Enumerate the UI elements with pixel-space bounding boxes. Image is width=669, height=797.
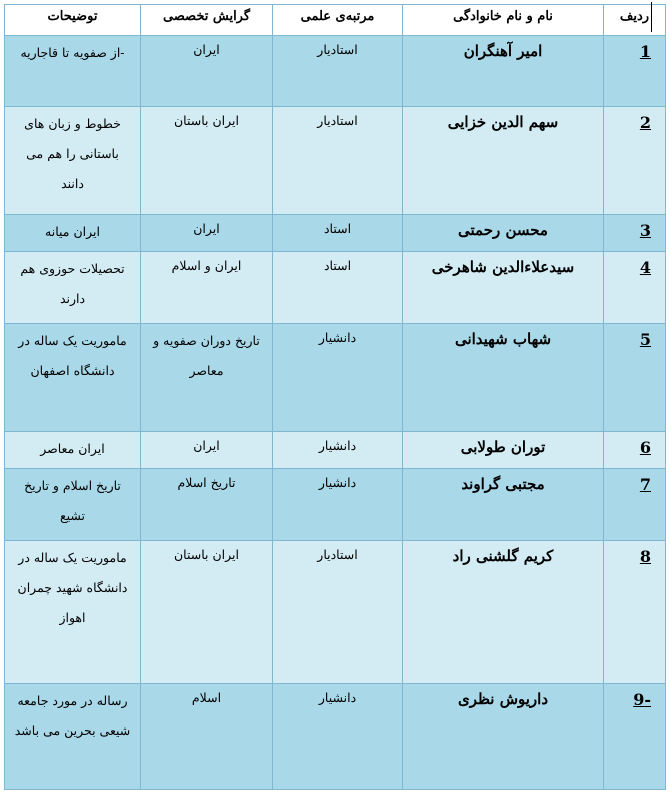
person-name: سهم الدین خزایی	[403, 107, 604, 215]
person-name: توران طولابی	[403, 432, 604, 469]
description: ماموریت یک ساله در دانشگاه اصفهان	[5, 324, 141, 432]
academic-rank: استاد	[273, 215, 403, 252]
description: ماموریت یک ساله در دانشگاه شهید چمران اهواز	[5, 541, 141, 684]
specialty-field: ایران	[141, 215, 273, 252]
person-name: داریوش نظری	[403, 684, 604, 790]
header-rank: مرتبه‌ی علمی	[273, 5, 403, 36]
row-number: 7	[604, 469, 666, 541]
table-row	[5, 469, 666, 541]
specialty-field: ایران	[141, 36, 273, 107]
table-row	[5, 36, 666, 107]
person-name: شهاب شهیدانی	[403, 324, 604, 432]
specialty-field: ایران و اسلام	[141, 252, 273, 324]
person-name: محسن رحمتی	[403, 215, 604, 252]
faculty-table	[4, 4, 666, 790]
academic-rank: دانشیار	[273, 684, 403, 790]
header-name: نام و نام خانوادگی	[403, 5, 604, 36]
description: رساله در مورد جامعه شیعی بحرین می باشد	[5, 684, 141, 790]
header-row	[5, 5, 666, 36]
row-number: 3	[604, 215, 666, 252]
table-row	[5, 684, 666, 790]
person-name: مجتبی گراوند	[403, 469, 604, 541]
specialty-field: اسلام	[141, 684, 273, 790]
header-description: توضیحات	[5, 5, 141, 36]
specialty-field: تاریخ دوران صفویه و معاصر	[141, 324, 273, 432]
specialty-field: ایران باستان	[141, 541, 273, 684]
header-row-number: ردیف	[604, 5, 666, 36]
academic-rank: استادیار	[273, 107, 403, 215]
row-number: -9	[604, 684, 666, 790]
table-row	[5, 107, 666, 215]
table-row	[5, 252, 666, 324]
table-row	[5, 432, 666, 469]
row-number: 5	[604, 324, 666, 432]
academic-rank: استادیار	[273, 541, 403, 684]
academic-rank: استاد	[273, 252, 403, 324]
row-number: 8	[604, 541, 666, 684]
academic-rank: دانشیار	[273, 324, 403, 432]
description: ایران معاصر	[5, 432, 141, 469]
row-number: 4	[604, 252, 666, 324]
specialty-field: ایران	[141, 432, 273, 469]
person-name: امیر آهنگران	[403, 36, 604, 107]
academic-rank: دانشیار	[273, 469, 403, 541]
header-field: گرایش تخصصی	[141, 5, 273, 36]
person-name: سیدعلاءالدین شاهرخی	[403, 252, 604, 324]
person-name: کریم گلشنی راد	[403, 541, 604, 684]
description: خطوط و زبان های باستانی را هم می دانند	[5, 107, 141, 215]
description: ایران میانه	[5, 215, 141, 252]
row-number: 1	[604, 36, 666, 107]
description: تحصیلات حوزوی هم دارند	[5, 252, 141, 324]
description: -از صفویه تا قاجاریه	[5, 36, 141, 107]
academic-rank: دانشیار	[273, 432, 403, 469]
description: تاریخ اسلام و تاریخ تشیع	[5, 469, 141, 541]
table-row	[5, 215, 666, 252]
specialty-field: ایران باستان	[141, 107, 273, 215]
academic-rank: استادیار	[273, 36, 403, 107]
text-cursor	[651, 2, 652, 32]
table-row	[5, 541, 666, 684]
specialty-field: تاریخ اسلام	[141, 469, 273, 541]
row-number: 6	[604, 432, 666, 469]
row-number: 2	[604, 107, 666, 215]
table-row	[5, 324, 666, 432]
